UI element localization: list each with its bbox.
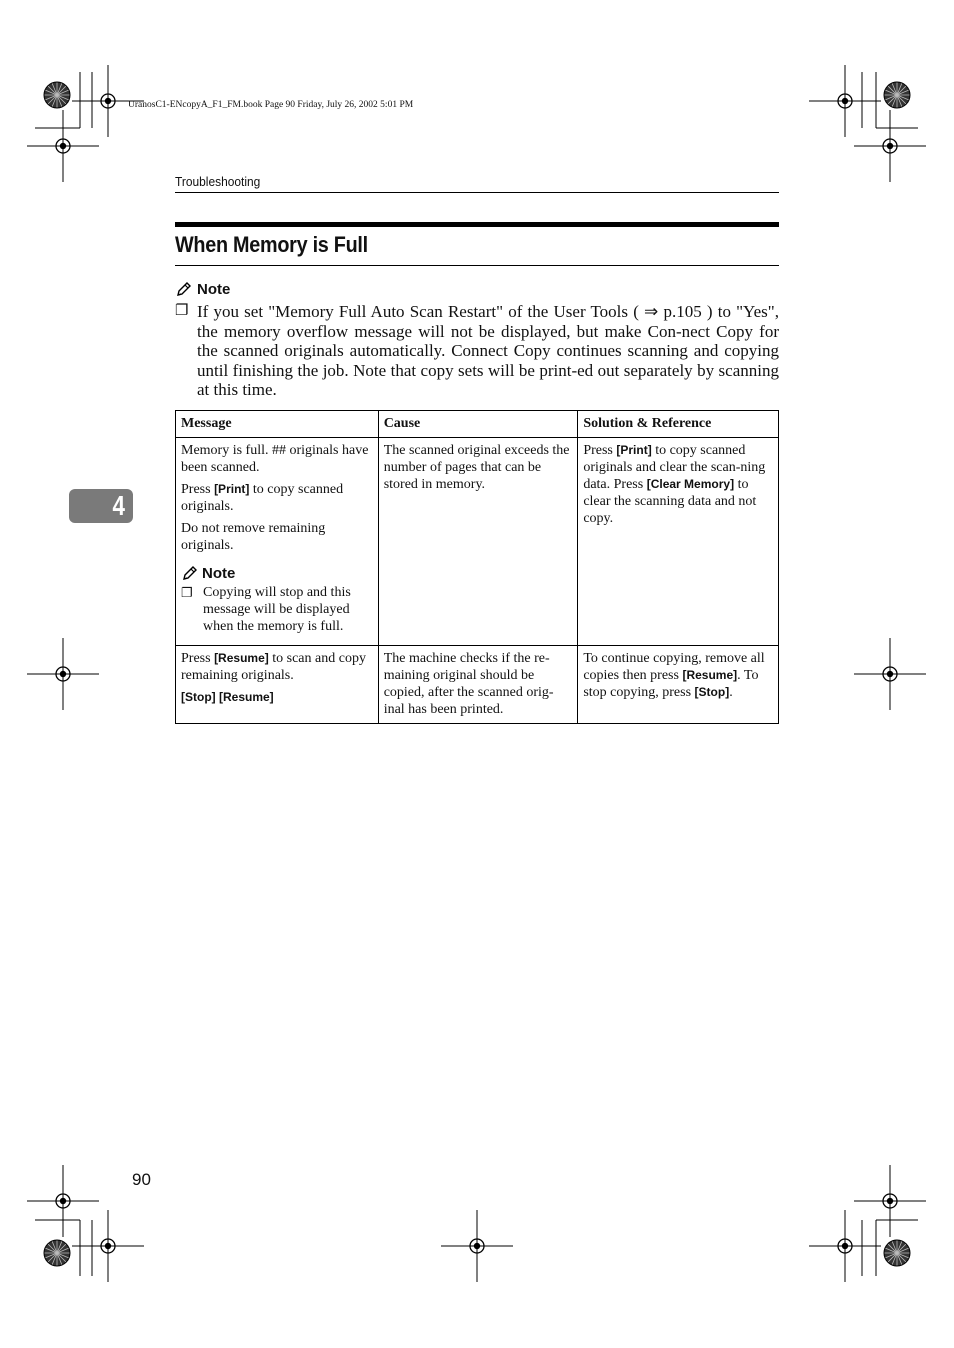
column-header-solution: Solution & Reference bbox=[578, 411, 779, 438]
inner-note-item bbox=[181, 584, 373, 635]
stop-key-label: [Stop] bbox=[694, 685, 730, 699]
text-run: Press bbox=[583, 443, 617, 458]
section-title: When Memory is Full bbox=[175, 232, 368, 257]
message-cell bbox=[176, 646, 379, 724]
chapter-tab bbox=[69, 489, 133, 523]
text-run: Press bbox=[181, 651, 215, 666]
inner-note-heading bbox=[181, 564, 373, 582]
crosshair-registration-mark-icon bbox=[809, 65, 881, 137]
pencil-icon bbox=[181, 564, 199, 582]
sunburst-mark-icon bbox=[44, 1240, 70, 1266]
message-line: Memory is full. ## originals have been scanned. bbox=[181, 443, 369, 475]
display-buttons: [Stop] [Resume] bbox=[181, 690, 274, 704]
crosshair-registration-mark-icon bbox=[809, 1210, 881, 1282]
file-header: UranosC1-ENcopyA_F1_FM.book Page 90 Friday, July 26, 2002 5:01 PM bbox=[128, 100, 414, 110]
inner-note-label: Note bbox=[202, 564, 236, 582]
checkbox-bullet-icon: ❐ bbox=[175, 303, 189, 319]
message-line bbox=[181, 650, 373, 684]
inner-note-text: Copying will stop and this message will be displayed when the memory is full. bbox=[203, 585, 351, 634]
table-row bbox=[176, 438, 779, 646]
text-run: Press bbox=[181, 482, 215, 497]
column-header-message: Message bbox=[176, 411, 379, 438]
note-text: If you set "Memory Full Auto Scan Restart" of the User Tools ( ⇒ p.105 ) to "Yes", the memory overflow message will not be displayed, but make Con-nect Copy for the scanned originals automatically. Connect Copy continues scanning and copying until finishing the job. Note that copy sets will be print-ed out separately by scanning at this time. bbox=[197, 302, 779, 400]
crosshair-registration-mark-icon bbox=[854, 1165, 926, 1237]
clear-memory-key-label: [Clear Memory] bbox=[646, 477, 735, 491]
crosshair-registration-mark-icon bbox=[441, 1210, 513, 1282]
sunburst-mark-icon bbox=[884, 82, 910, 108]
cause-cell: The machine checks if the re-maining original should be copied, after the scanned orig-inal has been printed. bbox=[378, 646, 578, 724]
message-line bbox=[181, 481, 373, 515]
message-line: Do not remove remaining originals. bbox=[181, 521, 326, 553]
solution-cell bbox=[578, 438, 779, 646]
running-header: Troubleshooting bbox=[175, 174, 261, 189]
title-rule bbox=[175, 265, 779, 266]
text-run: to scan and copy remaining originals. bbox=[181, 651, 366, 683]
print-key-label: [Print] bbox=[214, 482, 250, 496]
resume-key-label: [Resume] bbox=[214, 651, 269, 665]
cause-cell: The scanned original exceeds the number of pages that can be stored in memory. bbox=[378, 438, 578, 646]
title-bar bbox=[175, 222, 779, 227]
text-run: . bbox=[729, 685, 733, 700]
column-header-cause: Cause bbox=[378, 411, 578, 438]
message-cell bbox=[176, 438, 379, 646]
crosshair-registration-mark-icon bbox=[27, 110, 99, 182]
pencil-icon bbox=[175, 280, 193, 298]
resume-key-label: [Resume] bbox=[682, 668, 738, 682]
note-label: Note bbox=[197, 280, 231, 298]
crosshair-registration-mark-icon bbox=[27, 1165, 99, 1237]
text-run: to clear the scanning data and not copy. bbox=[583, 477, 757, 526]
text-run: to copy scanned originals and clear the scan-ning data. Press bbox=[583, 443, 766, 492]
chapter-number: 4 bbox=[112, 490, 126, 521]
solution-cell bbox=[578, 646, 779, 724]
crosshair-registration-mark-icon bbox=[854, 110, 926, 182]
crosshair-registration-mark-icon bbox=[27, 638, 99, 710]
note-item bbox=[175, 302, 779, 400]
sunburst-mark-icon bbox=[884, 1240, 910, 1266]
checkbox-bullet-icon: ❐ bbox=[181, 585, 193, 600]
crosshair-registration-mark-icon bbox=[72, 1210, 144, 1282]
page-number: 90 bbox=[132, 1170, 151, 1189]
text-run: . To stop copying, press bbox=[583, 668, 759, 700]
message-table bbox=[175, 410, 779, 724]
table-header-row bbox=[176, 411, 779, 438]
table-row bbox=[176, 646, 779, 724]
sunburst-mark-icon bbox=[44, 82, 70, 108]
text-run: To continue copying, remove all copies then press bbox=[583, 651, 765, 683]
print-key-label: [Print] bbox=[616, 443, 652, 457]
crosshair-registration-mark-icon bbox=[854, 638, 926, 710]
text-run: to copy scanned originals. bbox=[181, 482, 344, 514]
header-rule bbox=[175, 192, 779, 193]
note-heading bbox=[175, 280, 230, 298]
